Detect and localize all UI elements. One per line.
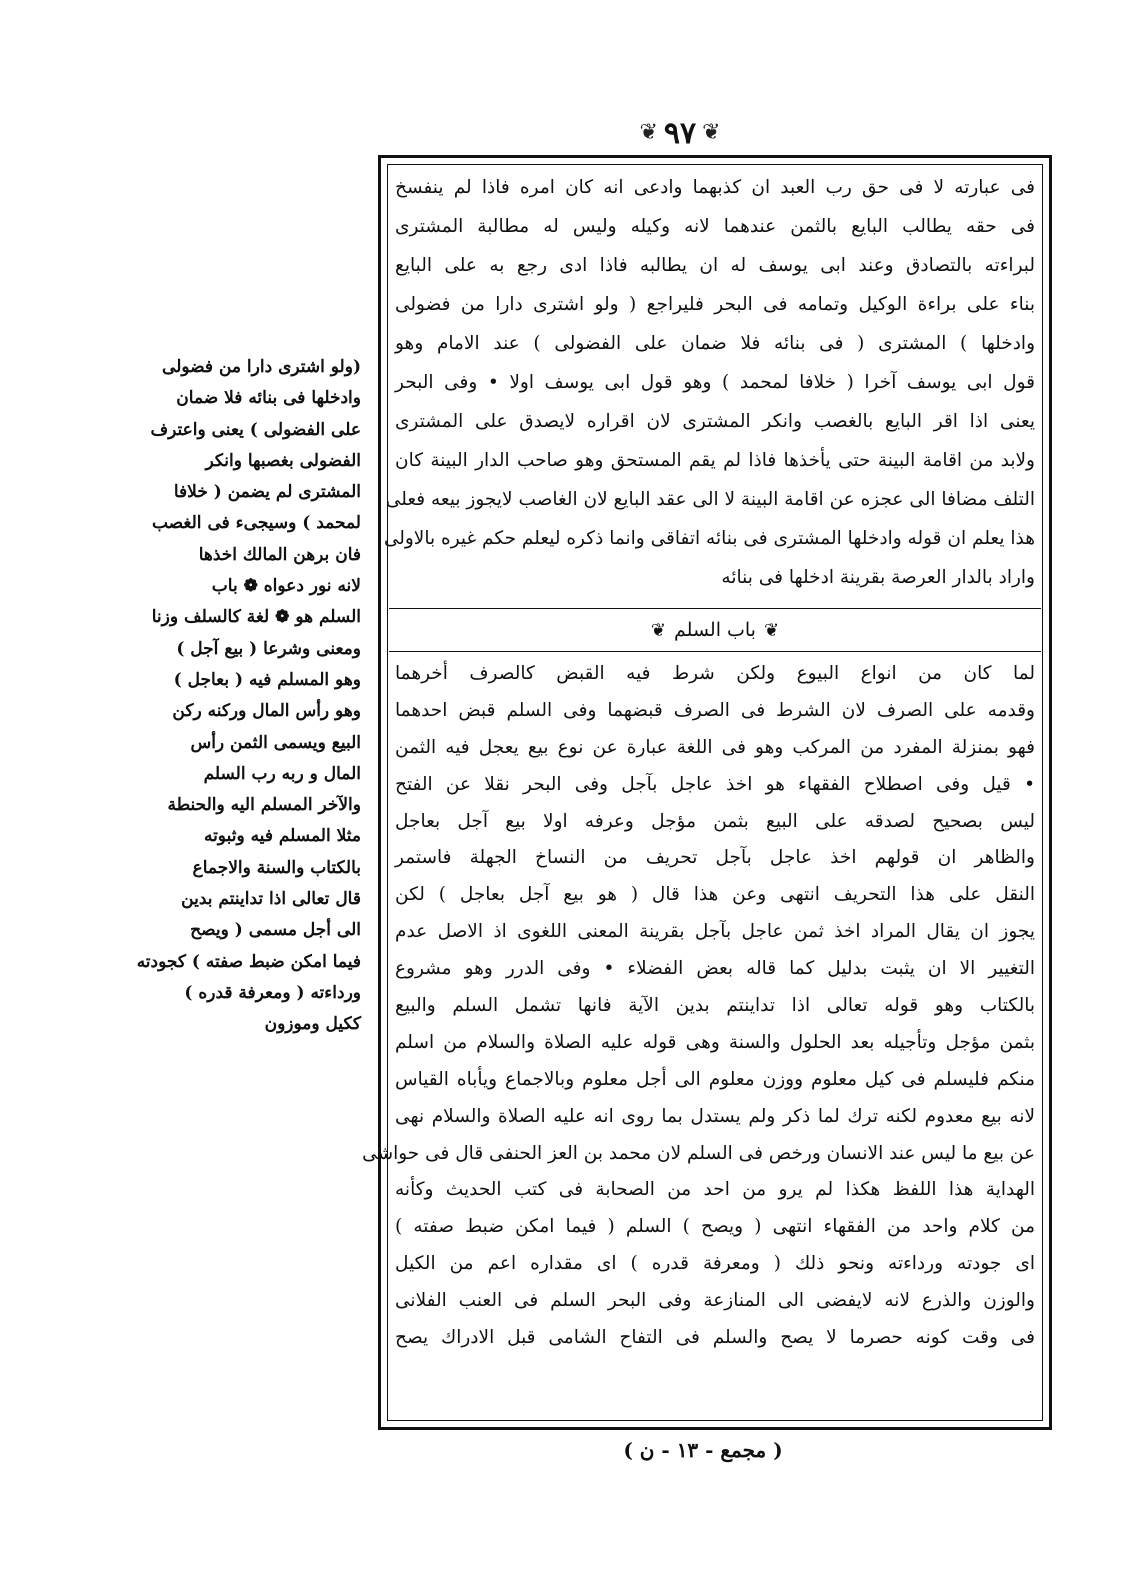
text-line: وادخلها ) المشترى ( فى بنائه فلا ضمان على الفضولى ) عند الامام وهو — [395, 333, 1035, 354]
section-divider-bottom — [389, 651, 1041, 652]
margin-text-line: المشترى لم يضمن ( خلافا — [173, 482, 361, 503]
text-line: فى حقه يطالب البايع بالثمن عندهما لانه وكيله وليس له مطالبة المشترى — [395, 216, 1035, 237]
text-line: لانه بيع معدوم لكنه ترك لما ذكر ولم يستدل بما روى انه عليه الصلاة والسلام نهى — [395, 1105, 1035, 1127]
text-line: والوزن والذرع لانه لايفضى الى المنازعة وفى البحر السلم فى العنب الفلانى — [395, 1290, 1035, 1312]
page-number: ٩٧ — [663, 115, 697, 151]
margin-text-line: ككيل وموزون — [264, 1014, 361, 1035]
text-line: • قيل وفى اصطلاح الفقهاء هو اخذ عاجل بآجل وفى البحر نقلا عن الفتح — [395, 773, 1035, 795]
margin-text-line: السلم هو ❁ لغة كالسلف وزنا — [151, 607, 361, 628]
text-line: بناء على براءة الوكيل وتمامه فى البحر فليراجع ( ولو اشترى دارا من فضولى — [395, 294, 1035, 315]
margin-text-line: (ولو اشترى دارا من فضولى — [162, 357, 361, 377]
margin-text-line: وادخلها فى بنائه فلا ضمان — [176, 388, 361, 409]
text-line: ليس بصحيح لصدقه على البيع بثمن مؤجل وعرفه اولا بيع آجل بعاجل — [395, 810, 1035, 832]
text-line: يجوز ان يقال المراد اخذ ثمن عاجل بآجل بقرينة المعنى اللغوى اذ الاصل عدم — [395, 921, 1035, 943]
text-line: يعنى اذا اقر البايع بالغصب وانكر المشترى لان اقراره لايصدق على المشترى — [395, 411, 1035, 432]
text-line: النقل على هذا التحريف انتهى وعن هذا قال ( هو بيع آجل بعاجل ) لكن — [395, 884, 1035, 906]
text-line: من كلام واحد من الفقهاء انتهى ( ويصح ) السلم ( فيما امكن ضبط صفته ) — [395, 1216, 1035, 1238]
section-divider-top — [389, 608, 1041, 609]
margin-text-line: فان برهن المالك اخذها — [198, 544, 361, 565]
text-line: لبراءته بالتصادق وعند ابى يوسف له ان يطالبه فاذا ادى رجع به على البايع — [395, 255, 1035, 276]
page-header — [620, 113, 740, 153]
main-text-frame — [362, 155, 1052, 1430]
text-line: والظاهر ان قولهم اخذ عاجل بآجل تحريف من النساخ الجهلة فاستمر — [395, 847, 1035, 869]
text-line: بثمن مؤجل وتأجيله بعد الحلول والسنة وهى قوله عليه الصلاة والسلام من اسلم — [395, 1031, 1035, 1053]
margin-text-line: بالكتاب والسنة والاجماع — [192, 857, 361, 878]
footer-signature-mark: ( مجمع - ١٣ - ن ) — [623, 1438, 783, 1462]
margin-text-line: والآخر المسلم اليه والحنطة — [167, 795, 361, 816]
text-line: منكم فليسلم فى كيل معلوم ووزن معلوم الى أجل معلوم وبالاجماع ويأباه القياس — [395, 1068, 1035, 1090]
margin-text-line: الى أجل مسمى ( ويصح — [190, 920, 361, 941]
section-heading-title: باب السلم — [674, 619, 756, 641]
margin-text-line: المال و ربه رب السلم — [203, 763, 361, 784]
text-line: اى جودته ورداءته ونحو ذلك ( ومعرفة قدره ) اى مقداره اعم من الكيل — [395, 1253, 1035, 1275]
margin-text-line: وهو رأس المال وركنه ركن — [172, 701, 361, 722]
margin-text-line: الفضولى بغصبها وانكر — [205, 450, 361, 471]
text-line: الهداية هذا اللفظ هكذا لم يرو من احد من الصحابة فى كتب الحديث وكأنه — [395, 1179, 1035, 1201]
margin-text-line: البيع ويسمى الثمن رأس — [190, 732, 361, 753]
text-line: بالكتاب وهو قوله تعالى اذا تداينتم بدين الآية فانها تشمل السلم والبيع — [395, 995, 1035, 1017]
text-line: فهو بمنزلة المفرد من المركب وهو فى اللغة عبارة عن نوع بيع يعجل فيه الثمن — [395, 736, 1035, 758]
text-line: التغيير الا ان يثبت بدليل كما قاله بعض الفضلاء • وفى الدرر وهو مشروع — [395, 958, 1035, 980]
commentary-top-block — [383, 168, 1035, 598]
margin-text-line: قال تعالى اذا تداينتم بدين — [181, 889, 361, 910]
text-line: وقدمه على الصرف لان الشرط فى الصرف قبضهما وفى السلم قبض احدهما — [395, 699, 1035, 721]
text-line: لما كان من انواع البيوع ولكن شرط فيه القبض كالصرف أخرهما — [395, 663, 1035, 684]
text-line: عن بيع ما ليس عند الانسان ورخص فى السلم لان محمد بن العز الحنفى قال فى حواشى — [362, 1142, 1035, 1164]
text-line: فى وقت كونه حصرما لا يصح والسلم فى التفاح الشامى قبل الادراك يصح — [395, 1327, 1035, 1349]
margin-text-line: ومعنى وشرعا ( بيع آجل ) — [176, 638, 361, 659]
margin-text-line: فيما امكن ضبط صفته ) كجودته — [136, 951, 361, 972]
header-ornament-right-icon: ❦ — [702, 120, 721, 145]
margin-text-line: على الفضولى ) يعنى واعترف — [150, 419, 361, 440]
margin-text-line: لمحمد ) وسيجىء فى الغصب — [151, 513, 361, 534]
text-line: ولابد من اقامة البينة حتى يأخذها فاذا لم يقم المستحق وهو صاحب الدار البينة كان — [395, 450, 1035, 471]
commentary-bottom-block — [362, 656, 1035, 1416]
margin-text-line: ورداءته ( ومعرفة قدره ) — [184, 982, 361, 1003]
text-line: التلف مضافا الى عجزه عن اقامة البينة لا الى عقد البايع لان الغاصب لايجوز بيعه فعلى — [385, 489, 1035, 510]
header-ornament-left-icon: ❦ — [639, 120, 658, 145]
margin-text-line: لانه نور دعواه ❁ باب — [211, 576, 361, 597]
margin-text-line: وهو المسلم فيه ( بعاجل ) — [173, 669, 361, 690]
heading-ornament-left-icon: ❦ — [650, 619, 667, 641]
text-line: هذا يعلم ان قوله وادخلها المشترى فى بنائه اتفاقى وانما ذكره ليعلم حكم غيره بالاولى — [383, 528, 1035, 549]
section-heading — [389, 610, 1041, 650]
text-line: واراد بالدار العرصة بقرينة ادخلها فى بنائه — [721, 567, 1035, 588]
heading-ornament-right-icon: ❦ — [763, 619, 780, 641]
text-line: فى عبارته لا فى حق رب العبد ان كذبهما وادعى انه كان امره فاذا لم ينفسخ — [395, 177, 1035, 198]
margin-text-line: مثلا المسلم فيه وثبوته — [203, 826, 361, 847]
text-line: قول ابى يوسف آخرا ( خلافا لمحمد ) وهو قول ابى يوسف اولا • وفى البحر — [395, 372, 1035, 393]
margin-text-column — [136, 352, 361, 1041]
